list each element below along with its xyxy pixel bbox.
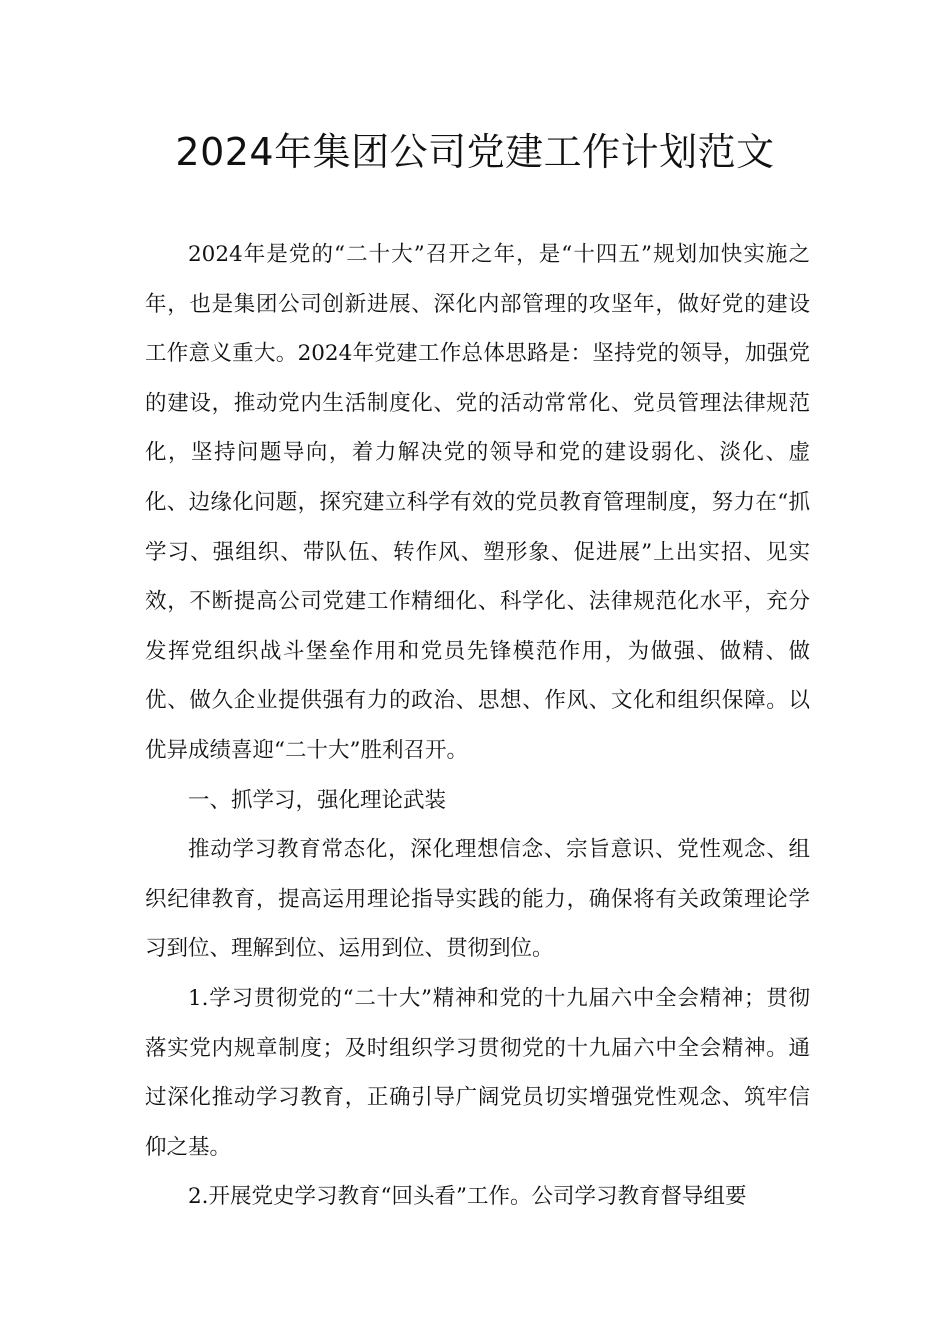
paragraph-item-2: 2.开展党史学习教育“回头看”工作。公司学习教育督导组要 bbox=[188, 1184, 747, 1210]
paragraph-intro: 2024年是党的“二十大”召开之年，是“十四五”规划加快实施之年，也是集团公司创新进展、深化内部管理的攻坚年，做好党的建设工作意义重大。2024年党建工作总体思路是：坚持党的领导，加强党的建设，推动党内生活制度化、党的活动常常化、党员管理法律规范化，坚持问题导向，着力解决党的领导和党的建设弱化、淡化、虚化、边缘化问题，探究建立科学有效的党员教育管理制度，努力在“抓学习、强组织、带队伍、转作风、塑形象、促进展”上出实招、见实效，不断提高公司党建工作精细化、科学化、法律规范化水平，充分发挥党组织战斗堡垒作用和党员先锋模范作用，为做强、做精、做优、做久企业提供强有力的政治、思想、作风、文化和组织保障。以优异成绩喜迎“二十大”胜利召开。 bbox=[145, 242, 810, 763]
section-heading-1: 一、抓学习，强化理论武装 bbox=[188, 787, 447, 813]
document-body bbox=[145, 230, 810, 1222]
document-title: 2024年集团公司党建工作计划范文 bbox=[175, 130, 775, 174]
paragraph-item-1: 1.学习贯彻党的“二十大”精神和党的十九届六中全会精神；贯彻落实党内规章制度；及时组织学习贯彻党的十九届六中全会精神。通过深化推动学习教育，正确引导广阔党员切实增强党性观念、筑牢信仰之基。 bbox=[145, 985, 810, 1160]
paragraph-section-1: 推动学习教育常态化，深化理想信念、宗旨意识、党性观念、组织纪律教育，提高运用理论指导实践的能力，确保将有关政策理论学习到位、理解到位、运用到位、贯彻到位。 bbox=[145, 837, 810, 962]
